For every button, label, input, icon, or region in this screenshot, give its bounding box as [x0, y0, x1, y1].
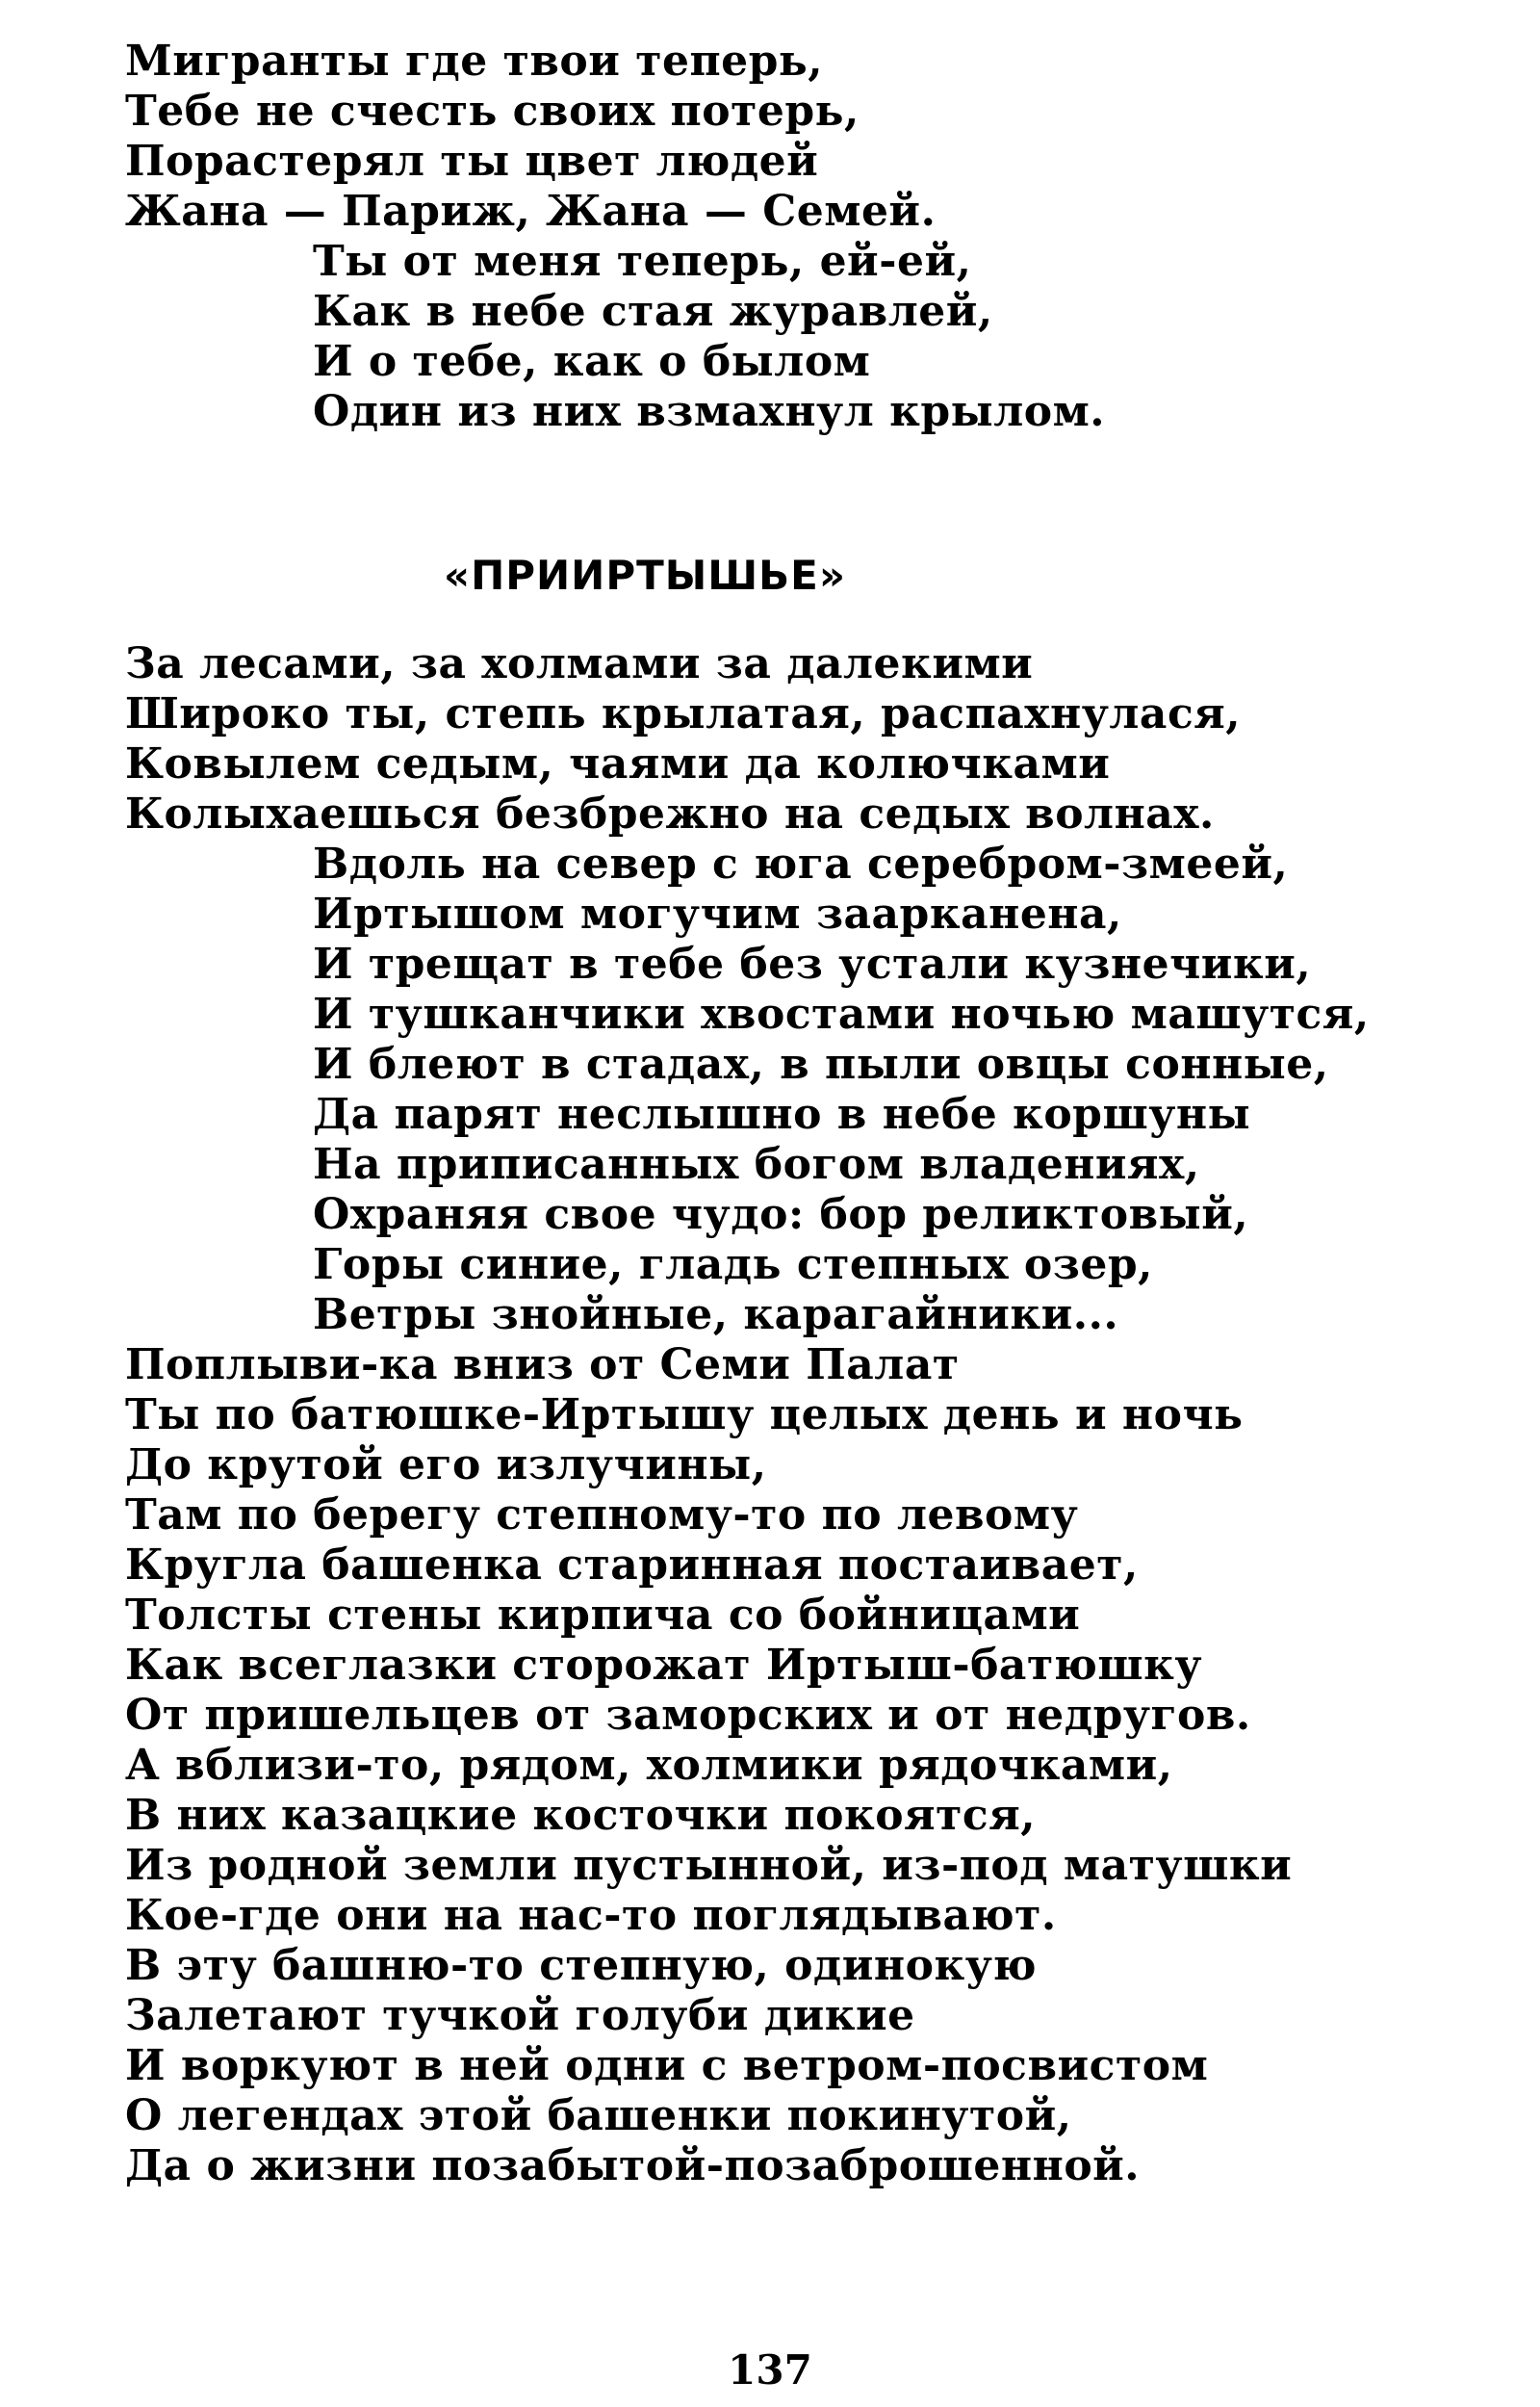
verse-line: Иртышом могучим заарканена, — [313, 890, 1122, 939]
verse-line: За лесами, за холмами за далекими — [125, 639, 1034, 688]
poem-body — [125, 639, 1453, 2191]
verse-line: А вблизи-то, рядом, холмики рядочками, — [125, 1741, 1173, 1790]
verse-line: Ветры знойные, карагайники... — [313, 1290, 1119, 1339]
verse-line: На приписанных богом владениях, — [313, 1140, 1200, 1189]
verse-line: Кое-где они на нас-то поглядывают. — [125, 1891, 1057, 1940]
page-number: 137 — [728, 2346, 812, 2394]
verse-line: Да парят неслышно в небе коршуны — [313, 1090, 1251, 1139]
verse-line: В эту башню-то степную, одинокую — [125, 1941, 1038, 1990]
verse-line: Ковылем седым, чаями да колючками — [125, 739, 1111, 789]
verse-line: Вдоль на север с юга серебром-змеей, — [313, 840, 1289, 889]
verse-line: Один из них взмахнул крылом. — [313, 387, 1106, 436]
verse-line: Толсты стены кирпича со бойницами — [125, 1591, 1081, 1640]
verse-line: Из родной земли пустынной, из-под матушки — [125, 1841, 1293, 1890]
verse-line: Ты от меня теперь, ей-ей, — [313, 237, 972, 286]
verse-line: Колыхаешься безбрежно на седых волнах. — [125, 789, 1215, 839]
poem-title: «ПРИИРТЫШЬЕ» — [443, 552, 847, 599]
verse-line: Ты по батюшке-Иртышу целых день и ночь — [125, 1390, 1244, 1439]
verse-line: Порастерял ты цвет людей — [125, 137, 819, 186]
verse-line: Как всеглазки сторожат Иртыш-батюшку — [125, 1641, 1203, 1690]
verse-line: Поплыви-ка вниз от Семи Палат — [125, 1340, 960, 1389]
top-stanza — [125, 37, 1453, 437]
verse-line: Как в небе стая журавлей, — [313, 287, 993, 336]
verse-line: Охраняя свое чудо: бор реликтовый, — [313, 1190, 1249, 1239]
verse-line: Да о жизни позабытой-позаброшенной. — [125, 2141, 1141, 2190]
verse-line: И трещат в тебе без устали кузнечики, — [313, 940, 1312, 989]
verse-line: И тушканчики хвостами ночью машутся, — [313, 990, 1370, 1039]
verse-line: И о тебе, как о былом — [313, 337, 871, 386]
verse-line: Кругла башенка старинная постаивает, — [125, 1540, 1139, 1590]
verse-line: Широко ты, степь крылатая, распахнулася, — [125, 689, 1242, 738]
verse-line: О легендах этой башенки покинутой, — [125, 2091, 1072, 2140]
verse-line: До крутой его излучины, — [125, 1440, 767, 1489]
verse-line: Горы синие, гладь степных озер, — [313, 1240, 1153, 1289]
verse-line: Жана — Париж, Жана — Семей. — [125, 187, 937, 236]
verse-line: В них казацкие косточки покоятся, — [125, 1791, 1037, 1840]
verse-line: Тебе не счесть своих потерь, — [125, 87, 860, 136]
verse-line: И блеют в стадах, в пыли овцы сонные, — [313, 1040, 1329, 1089]
verse-line: Залетают тучкой голуби дикие — [125, 1991, 915, 2040]
verse-line: От пришельцев от заморских и от недругов. — [125, 1691, 1251, 1740]
verse-line: Мигранты где твои теперь, — [125, 37, 824, 86]
verse-line: И воркуют в ней одни с ветром-посвистом — [125, 2041, 1209, 2090]
verse-line: Там по берегу степному-то по левому — [125, 1490, 1079, 1540]
